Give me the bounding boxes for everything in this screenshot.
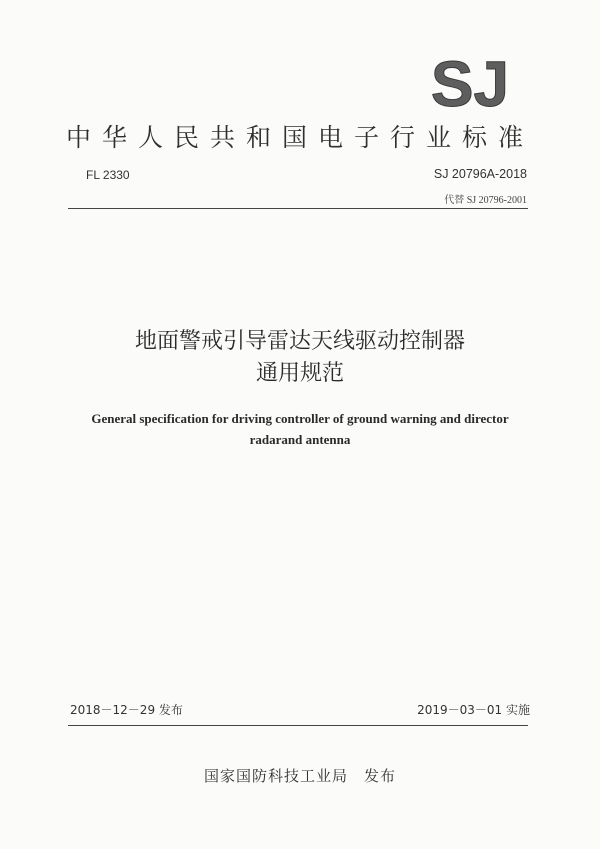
title-chinese-line-1: 地面警戒引导雷达天线驱动控制器	[134, 329, 465, 354]
issuing-authority: 国家国防科技工业局 发布	[203, 767, 396, 785]
title-chinese	[0, 326, 600, 390]
replaces-note: 代替 SJ 20796-2001	[444, 195, 527, 206]
title-chinese-line-2: 通用规范	[255, 361, 344, 386]
classification-code: FL 2330	[86, 168, 130, 182]
footer-divider	[68, 725, 528, 726]
issue-date: 2018－12－29 发布	[70, 703, 183, 717]
title-english-line-2: radarand antenna	[249, 432, 351, 447]
implementation-date: 2019－03－01 实施	[417, 703, 530, 717]
header-divider	[68, 208, 528, 209]
sj-logo	[422, 50, 518, 116]
standard-number: SJ 20796A-2018	[433, 167, 527, 181]
title-english-line-1: General specification for driving controller of ground warning and director	[91, 411, 509, 426]
sj-logo-icon	[422, 50, 518, 116]
title-english	[0, 408, 600, 450]
sj-logo-text: SJ	[430, 50, 510, 116]
industry-standard-heading: 中华人民共和国电子行业标准	[65, 123, 534, 152]
